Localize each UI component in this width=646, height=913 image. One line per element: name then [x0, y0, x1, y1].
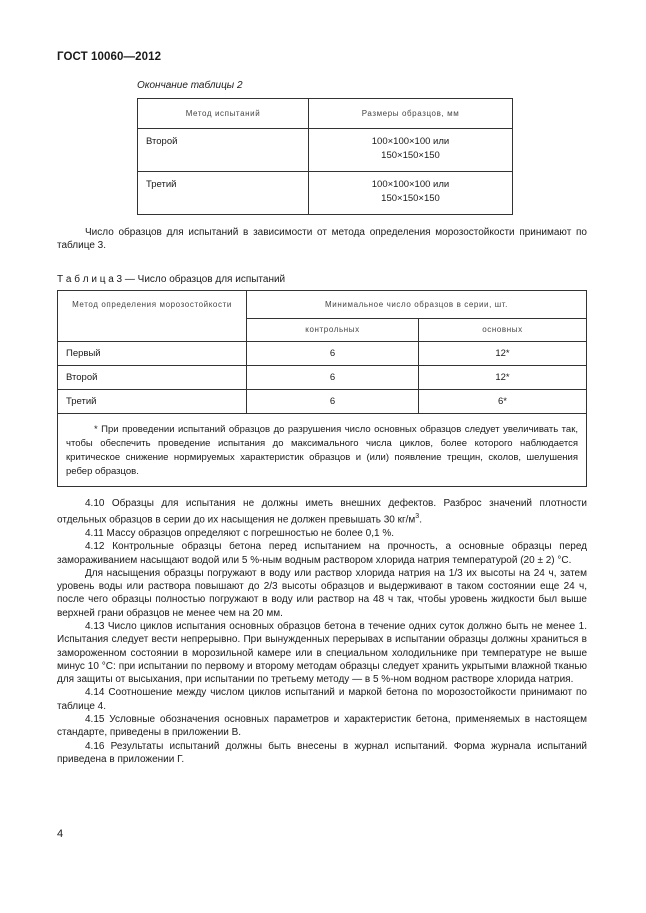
table2-caption: Окончание таблицы 2: [137, 80, 243, 91]
table3-cell-main: 6*: [419, 390, 587, 414]
table2-header-size: Размеры образцов, мм: [309, 99, 513, 129]
table3-header-row: [58, 291, 587, 319]
table3-cell-main: 12*: [419, 342, 587, 366]
table3-cell-method: Третий: [58, 390, 247, 414]
table2-cell-size: [309, 129, 513, 172]
intro-paragraph: [57, 226, 587, 253]
table3-header-min: Минимальное число образцов в серии, шт.: [247, 291, 587, 319]
p410-end: .: [419, 514, 422, 526]
table-row: [138, 129, 513, 172]
paragraph-4-11: 4.11 Массу образцов определяют с погрешностью не более 0,1 %.: [85, 527, 394, 539]
table-row: [58, 342, 587, 366]
table3-header-control: контрольных: [247, 318, 419, 341]
table3-cell-method: Второй: [58, 366, 247, 390]
paragraph-4-13: 4.13 Число циклов испытания основных образцов бетона в течение одних суток должно быть не менее 1. Испытания следует вести непрерывно. При вынужденных перерывах в испытании образцы должны храниться в замороженном состоянии в морозильной камере или в специальном холодильнике при температуре не выше минус 10 °С: при испытании по первому и второму методам образцы следует хранить укрытыми влажной тканью для защиты от высыхания, при испытании по третьему методу — в 5 %-ном водном растворе хлорида натрия.: [57, 621, 587, 686]
table3-cell-control: 6: [247, 342, 419, 366]
size-line: 100×100×100 или: [371, 136, 450, 147]
size-line: 150×150×150: [381, 193, 440, 204]
table3: [57, 290, 587, 487]
table2: [137, 98, 513, 215]
table2-cell-size: [309, 172, 513, 215]
body-text: [57, 497, 587, 766]
table3-cell-main: 12*: [419, 366, 587, 390]
table2-cell-method: Второй: [138, 129, 309, 172]
p410-text: 4.10 Образцы для испытания не должны иметь внешних дефектов. Разброс значений плотности отдельных образцов в серии до их насыщения не должен превышать 30 кг/м: [57, 498, 587, 526]
document-code-header: ГОСТ 10060—2012: [57, 51, 162, 63]
table2-header-method: Метод испытаний: [138, 99, 309, 129]
table-row: [58, 390, 587, 414]
paragraph-4-12: 4.12 Контрольные образцы бетона перед испытанием на прочность, а основные образцы перед замораживанием насыщают водой или 5 %-ным водным раствором хлорида натрия температурой (20 ± 2) °С.: [57, 541, 587, 566]
table3-footnote-row: [58, 414, 587, 487]
page-number: 4: [57, 828, 64, 840]
table3-caption: Т а б л и ц а 3 — Число образцов для испытаний: [57, 274, 286, 285]
table3-cell-control: 6: [247, 366, 419, 390]
size-line: 100×100×100 или: [371, 179, 450, 190]
paragraph-4-15: 4.15 Условные обозначения основных параметров и характеристик бетона, применяемых в настоящем стандарте, приведены в приложении В.: [57, 714, 587, 739]
p410-superscript: 3: [415, 513, 420, 521]
table3-footnote: * При проведении испытаний образцов до разрушения число основных образцов следует увеличивать так, чтобы обеспечить проведение испытания до максимального числа циклов, более которого наблюдается критическое снижение нормируемых характеристик образцов и (или) появление трещин, сколов, шелушения ребер образцов.: [58, 414, 587, 487]
size-line: 150×150×150: [381, 150, 440, 161]
paragraph-4-14: 4.14 Соотношение между числом циклов испытаний и маркой бетона по морозостойкости принимают по таблице 4.: [57, 687, 587, 712]
table2-cell-method: Третий: [138, 172, 309, 215]
table-row: [138, 172, 513, 215]
table3-header-main: основных: [419, 318, 587, 341]
intro-text: Число образцов для испытаний в зависимости от метода определения морозостойкости принимают по таблице 3.: [57, 227, 587, 252]
paragraph-4-10: [57, 497, 587, 527]
table3-cell-control: 6: [247, 390, 419, 414]
table-row: [58, 366, 587, 390]
table2-header-row: [138, 99, 513, 129]
paragraph-4-12-continued: Для насыщения образцы погружают в воду или раствор хлорида натрия на 1/3 их высоты на 24 ч, затем уровень воды или раствора повышают до 2/3 высоты образцов и выдерживают в таком состоянии еще 24 ч, после чего образцы полностью погружают в воду или раствор на 48 ч так, чтобы уровень жидкости был выше верхней грани образцов не менее чем на 20 мм.: [57, 567, 587, 619]
paragraph-4-16: 4.16 Результаты испытаний должны быть внесены в журнал испытаний. Форма журнала испытаний приведена в приложении Г.: [57, 740, 587, 765]
table3-header-method: Метод определения морозостойкости: [58, 291, 247, 342]
table3-cell-method: Первый: [58, 342, 247, 366]
